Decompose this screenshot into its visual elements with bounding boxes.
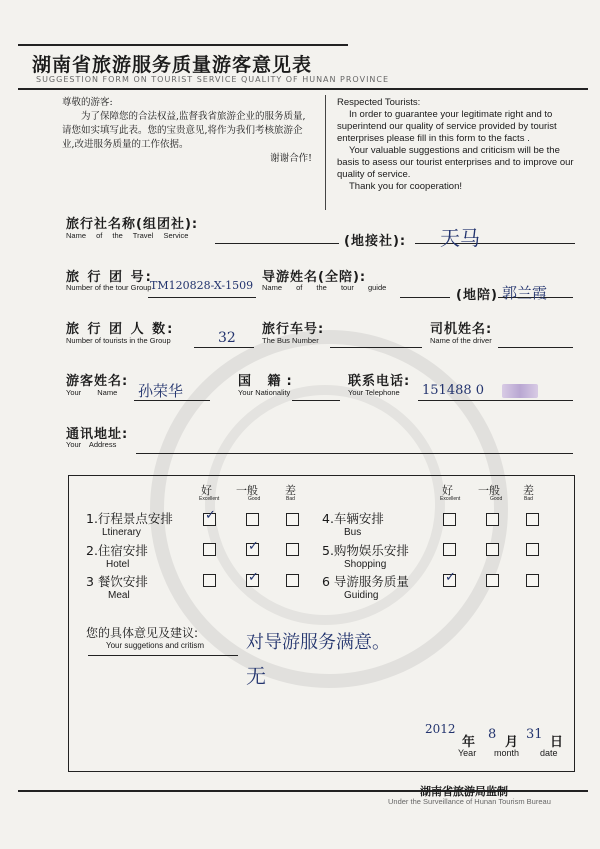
intro-cn-thanks: 谢谢合作! <box>270 153 312 164</box>
header-good-left: 一般 <box>236 484 258 497</box>
travel-service-sublabel: Name of the Travel Service <box>66 231 189 240</box>
driver-sublabel: Name of the driver <box>430 336 492 345</box>
local-agency-value: 天马 <box>440 226 480 250</box>
suggestion-text: 对导游服务满意。 <box>246 632 390 653</box>
check-mark-guiding-excellent: ✓ <box>445 570 456 585</box>
intro-cn-body: 为了保障您的合法权益,监督我省旅游企业的服务质量,请您如实填写此表。您的宝贵意见,将作为我们考核旅游企业,改进服务质量的工作依据。 <box>62 111 306 150</box>
check-mark-itinerary-excellent: ✓ <box>205 508 216 523</box>
date-month-value: 8 <box>488 727 497 742</box>
checkbox-shopping-excellent[interactable] <box>443 543 456 556</box>
header-excellent-left: 好 <box>201 484 212 497</box>
bus-sublabel: The Bus Number <box>262 336 319 345</box>
tour-group-value: TM120828-X-1509 <box>150 279 254 292</box>
tourist-name-sublabel: Your Name <box>66 388 118 397</box>
date-year-en: Year <box>458 748 477 758</box>
checkbox-meal-bad[interactable] <box>286 574 299 587</box>
intro-english <box>337 97 581 193</box>
intro-en-greeting: Respected Tourists: <box>337 97 421 108</box>
header-bad-right: 差 <box>523 484 534 497</box>
phone-field[interactable] <box>418 400 573 401</box>
title-top-rule <box>18 44 348 46</box>
checkbox-itinerary-bad[interactable] <box>286 513 299 526</box>
intro-en-thanks: Thank you for cooperation! <box>349 181 463 192</box>
checkbox-bus-good[interactable] <box>486 513 499 526</box>
driver-label: 司机姓名: <box>430 322 493 337</box>
travel-service-field[interactable] <box>215 243 339 244</box>
guide-label: 导游姓名(全陪): <box>262 270 367 285</box>
address-field[interactable] <box>136 453 573 454</box>
nationality-field[interactable] <box>292 400 340 401</box>
checkbox-hotel-bad[interactable] <box>286 543 299 556</box>
date-year-value: 2012 <box>425 722 456 736</box>
item-meal-label: 3 餐饮安排 <box>86 574 148 589</box>
nationality-label: 国 籍: <box>238 374 298 389</box>
suggestion-text-2: 无 <box>246 664 266 688</box>
item-meal-sublabel: Meal <box>108 590 130 601</box>
checkbox-bus-bad[interactable] <box>526 513 539 526</box>
tourist-count-value: 32 <box>218 330 236 346</box>
header-good-left-en: Good <box>248 496 261 502</box>
item-shopping-label: 5.购物娱乐安排 <box>322 543 409 558</box>
suggestion-sublabel: Your suggetions and critism <box>106 641 204 650</box>
date-month-label: 月 <box>505 735 519 750</box>
item-hotel-sublabel: Hotel <box>106 559 130 570</box>
form-title: 湖南省旅游服务质量游客意见表 <box>32 54 313 76</box>
checkbox-hotel-excellent[interactable] <box>203 543 216 556</box>
title-bottom-rule <box>18 88 588 90</box>
suggestion-rule <box>88 655 238 656</box>
intro-en-body2: Your valuable suggestions and criticism will be the basis to asess our tourist enterprises and to improve our quality of service. <box>337 145 574 180</box>
header-bad-right-en: Bad <box>524 496 533 502</box>
checkbox-guiding-bad[interactable] <box>526 574 539 587</box>
intro-cn-greeting: 尊敬的游客: <box>62 97 113 108</box>
item-hotel-label: 2.住宿安排 <box>86 543 148 558</box>
tourist-name-label: 游客姓名: <box>66 374 129 389</box>
date-day-label: 日 <box>550 735 564 750</box>
phone-value: 151488 0 <box>422 383 485 398</box>
guide-sublabel: Name of the tour guide <box>262 283 387 292</box>
tour-group-label: 旅 行 团 号: <box>66 270 153 285</box>
phone-label: 联系电话: <box>348 374 411 389</box>
phone-redaction <box>502 384 538 398</box>
suggestion-label: 您的具体意见及建议: <box>86 626 199 640</box>
checkbox-bus-excellent[interactable] <box>443 513 456 526</box>
footer-supervisor-en: Under the Surveillance of Hunan Tourism Bureau <box>388 797 551 806</box>
item-bus-label: 4.车辆安排 <box>322 511 384 526</box>
item-guiding-sublabel: Guiding <box>344 590 379 601</box>
checkbox-itinerary-good[interactable] <box>246 513 259 526</box>
tourist-count-label: 旅 行 团 人 数: <box>66 322 175 337</box>
item-itinerary-label: 1.行程景点安排 <box>86 511 173 526</box>
driver-field[interactable] <box>498 347 573 348</box>
header-good-right: 一般 <box>478 484 500 497</box>
date-month-en: month <box>494 748 520 758</box>
address-label: 通讯地址: <box>66 427 129 442</box>
check-mark-meal-good: ✓ <box>248 570 259 585</box>
checkbox-guiding-good[interactable] <box>486 574 499 587</box>
checkbox-shopping-good[interactable] <box>486 543 499 556</box>
guide-field[interactable] <box>400 297 450 298</box>
item-shopping-sublabel: Shopping <box>344 559 387 570</box>
header-bad-left-en: Bad <box>286 496 295 502</box>
header-good-right-en: Good <box>490 496 503 502</box>
local-agency-field[interactable] <box>415 243 575 244</box>
local-guide-value: 郭兰霞 <box>502 284 548 302</box>
header-excellent-left-en: Excellent <box>199 496 220 502</box>
date-day-en: date <box>540 748 558 758</box>
header-excellent-right: 好 <box>442 484 453 497</box>
nationality-sublabel: Your Nationality <box>238 388 291 397</box>
date-year-label: 年 <box>462 735 476 750</box>
footer-supervisor: 湖南省旅游局监制 <box>420 785 508 798</box>
travel-service-label: 旅行社名称(组团社): <box>66 217 199 232</box>
intro-chinese <box>62 96 312 166</box>
header-bad-left: 差 <box>285 484 296 497</box>
bus-label: 旅行车号: <box>262 322 325 337</box>
tourist-count-sublabel: Number of tourists in the Group <box>66 336 171 345</box>
tourist-name-value: 孙荣华 <box>138 382 184 400</box>
intro-divider <box>325 95 326 210</box>
local-guide-label: (地陪) <box>456 288 498 303</box>
tour-group-sublabel: Number of the tour Group <box>66 283 152 292</box>
tour-group-field[interactable] <box>148 297 256 298</box>
address-sublabel: Your Address <box>66 440 117 449</box>
item-itinerary-sublabel: Ltinerary <box>102 527 141 538</box>
tourist-count-field[interactable] <box>194 347 254 348</box>
intro-en-body1: In order to guarantee your legitimate right and to superintend our quality of service provided by tourist enterprises please fill in this form to the facts . <box>337 109 557 144</box>
header-excellent-right-en: Excellent <box>440 496 461 502</box>
item-bus-sublabel: Bus <box>344 527 362 538</box>
phone-sublabel: Your Telephone <box>348 388 400 397</box>
item-guiding-label: 6 导游服务质量 <box>322 574 409 589</box>
checkbox-shopping-bad[interactable] <box>526 543 539 556</box>
form-subtitle: SUGGESTION FORM ON TOURIST SERVICE QUALITY OF HUNAN PROVINCE <box>36 75 390 84</box>
local-agency-label: (地接社): <box>344 234 407 249</box>
checkbox-meal-excellent[interactable] <box>203 574 216 587</box>
bus-field[interactable] <box>330 347 422 348</box>
date-day-value: 31 <box>526 727 543 742</box>
check-mark-hotel-good: ✓ <box>248 539 259 554</box>
